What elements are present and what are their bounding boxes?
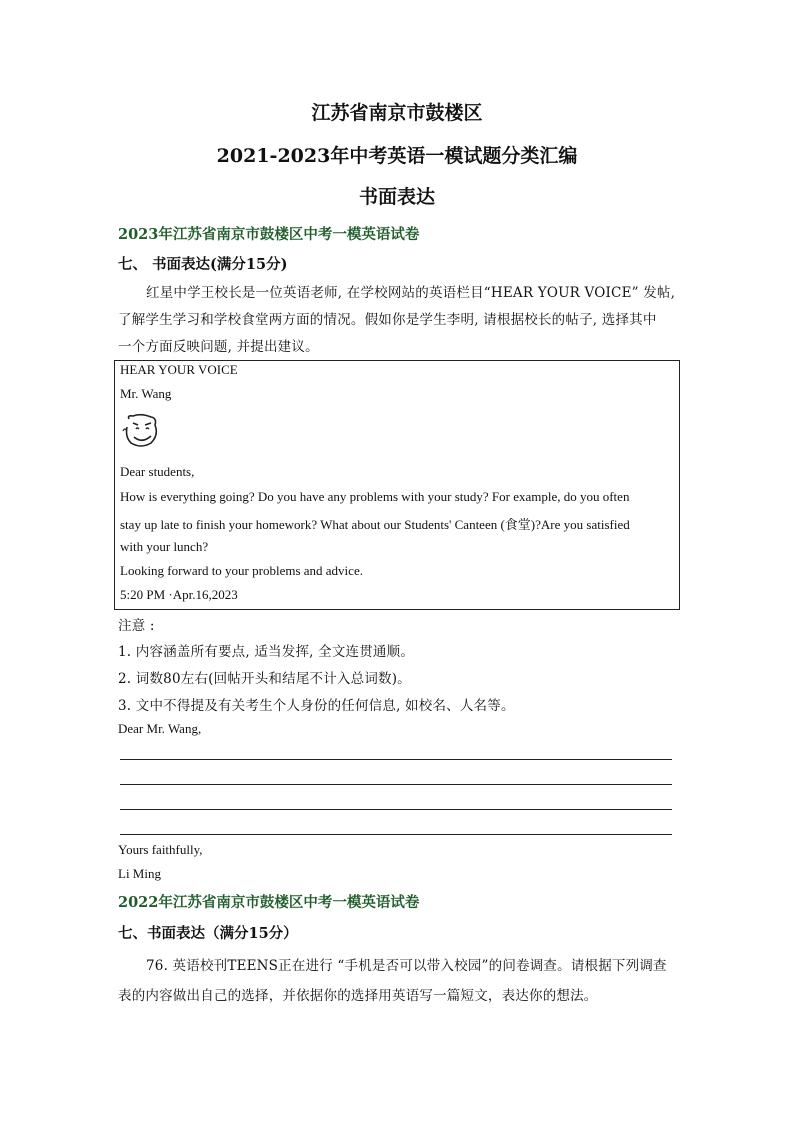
document-title-line-2: 2021-2023年中考英语一模试题分类汇编 [216,145,578,167]
intro-line-3: 一个方面反映问题, 并提出建议。 [118,339,319,355]
document-title-line-3: 书面表达 [358,186,435,208]
letter-sign-off: Yours faithfully, [118,842,203,857]
section-2022-heading: 2022年江苏省南京市鼓楼区中考一模英语试卷 [118,894,420,911]
answer-line[interactable] [120,834,672,835]
post-greeting: Dear students, [120,464,195,479]
letter-signature: Li Ming [118,866,161,881]
note-item-3: 3. 文中不得提及有关考生个人身份的任何信息, 如校名、人名等。 [118,698,515,714]
answer-line[interactable] [120,759,672,760]
question-title-2022: 七、书面表达（满分15分） [118,925,298,942]
cartoon-face-icon [121,413,161,449]
post-column-name: HEAR YOUR VOICE [120,362,238,377]
note-item-2: 2. 词数80左右(回帖开头和结尾不计入总词数)。 [118,671,411,687]
document-title-line-1: 江苏省南京市鼓楼区 [311,102,483,124]
letter-greeting: Dear Mr. Wang, [118,721,202,736]
post-body-line-2: stay up late to finish your homework? What about our Students' Canteen (食堂)?Are you satisfied [120,517,630,532]
answer-line[interactable] [120,809,672,810]
intro-line-1: 红星中学王校长是一位英语老师, 在学校网站的英语栏目“HEAR YOUR VOICE” 发帖, [146,285,676,301]
post-closing: Looking forward to your problems and advice. [120,563,363,578]
answer-line[interactable] [120,784,672,785]
intro-line-2: 了解学生学习和学校食堂两方面的情况。假如你是学生李明, 请根据校长的帖子, 选择其中 [118,312,657,328]
post-body-line-3: with your lunch? [120,539,209,554]
intro-2022-line-2: 表的内容做出自己的选择，并依据你的选择用英语写一篇短文，表达你的想法。 [118,988,598,1004]
question-title-2023: 七、 书面表达(满分15分) [118,256,288,273]
notes-title: 注意 : [118,618,155,634]
post-author: Mr. Wang [120,386,172,401]
post-timestamp: 5:20 PM ·Apr.16,2023 [120,587,238,602]
post-body-line-1: How is everything going? Do you have any problems with your study? For example, do you often [120,489,630,504]
intro-2022-line-1: 76. 英语校刊TEENS正在进行 “手机是否可以带入校园”的问卷调查。请根据下列调查 [146,958,667,974]
note-item-1: 1. 内容涵盖所有要点, 适当发挥, 全文连贯通顺。 [118,644,415,660]
section-2023-heading: 2023年江苏省南京市鼓楼区中考一模英语试卷 [118,226,420,243]
